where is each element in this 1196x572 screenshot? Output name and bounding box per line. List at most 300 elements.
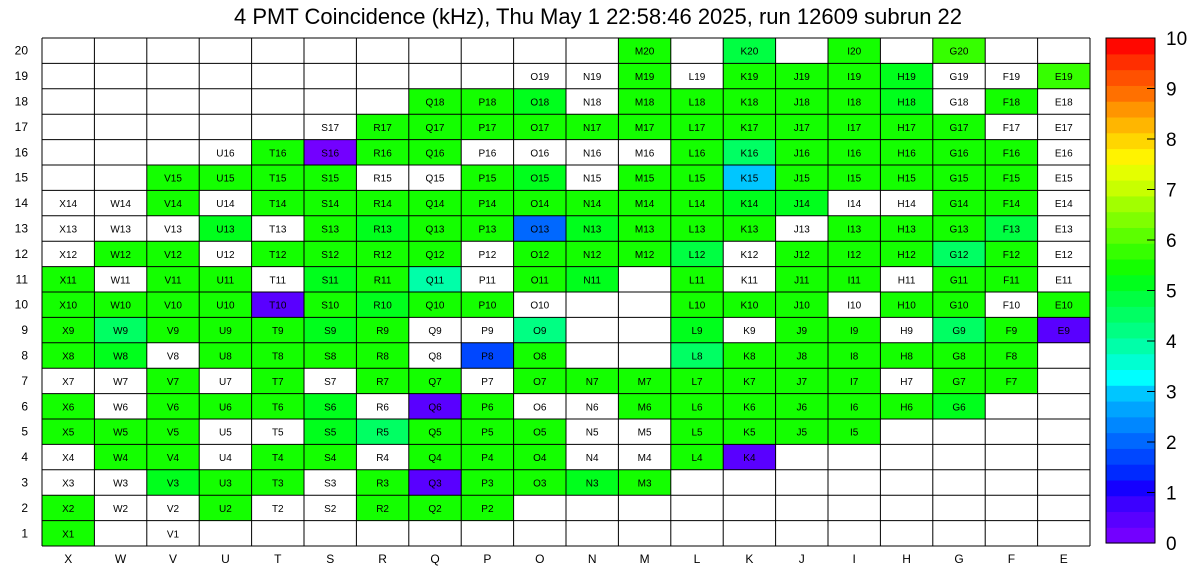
cell-label-X10: X10 — [59, 300, 78, 312]
cell-label-W12: W12 — [110, 249, 131, 261]
y-tick-label: 18 — [14, 94, 28, 109]
x-tick-label: F — [1007, 552, 1016, 566]
cell-label-L12: L12 — [688, 249, 706, 261]
cell-label-Q2: Q2 — [428, 503, 442, 515]
cell-label-J17: J17 — [793, 122, 810, 134]
cell-label-T10: T10 — [269, 300, 287, 312]
cell-label-Q5: Q5 — [428, 427, 442, 439]
cell-label-K14: K14 — [740, 199, 759, 211]
cell-label-P8: P8 — [481, 351, 494, 363]
cell-label-O13: O13 — [530, 224, 550, 236]
cell-label-T8: T8 — [271, 351, 284, 363]
cell-label-F19: F19 — [1002, 72, 1021, 84]
cell-label-P15: P15 — [478, 173, 497, 185]
cell-label-L9: L9 — [691, 326, 703, 338]
cell-label-K13: K13 — [740, 224, 759, 236]
cell-label-U10: U10 — [216, 300, 235, 312]
x-tick-label: J — [798, 552, 805, 566]
cell-label-I17: I17 — [847, 122, 862, 134]
color-scale-band — [1106, 369, 1155, 385]
cell-label-U4: U4 — [219, 453, 232, 465]
color-scale-band — [1106, 527, 1155, 543]
cell-label-L5: L5 — [691, 427, 703, 439]
y-tick-label: 16 — [14, 145, 28, 160]
cell-label-H12: H12 — [897, 249, 916, 261]
cell-label-R15: R15 — [373, 173, 392, 185]
cell-label-K19: K19 — [740, 72, 759, 84]
color-scale-band — [1106, 385, 1155, 401]
cell-label-Q18: Q18 — [425, 97, 445, 109]
cell-label-N4: N4 — [585, 453, 599, 465]
cell-label-K6: K6 — [743, 402, 756, 414]
cell-label-M6: M6 — [637, 402, 652, 414]
cell-label-N12: N12 — [583, 249, 602, 261]
cell-label-O14: O14 — [530, 199, 550, 211]
cell-label-I6: I6 — [850, 402, 859, 414]
cell-label-H11: H11 — [897, 275, 916, 287]
cell-label-P7: P7 — [481, 376, 494, 388]
cell-label-P17: P17 — [478, 122, 497, 134]
cell-label-V2: V2 — [166, 503, 180, 515]
x-tick-label: Q — [430, 552, 440, 566]
color-scale-label: 8 — [1166, 130, 1177, 151]
cell-label-I16: I16 — [847, 148, 862, 160]
color-scale-label: 6 — [1166, 231, 1177, 252]
cell-label-R16: R16 — [373, 148, 392, 160]
y-tick-label: 1 — [21, 526, 28, 541]
cell-label-I10: I10 — [847, 300, 862, 312]
y-tick-label: 13 — [14, 221, 28, 236]
cell-label-Q11: Q11 — [425, 275, 445, 287]
cell-label-I15: I15 — [847, 173, 862, 185]
cell-label-L13: L13 — [688, 224, 706, 236]
cell-label-I9: I9 — [850, 326, 859, 338]
color-scale-band — [1106, 354, 1155, 370]
cell-label-R11: R11 — [373, 275, 392, 287]
cell-label-E14: E14 — [1054, 199, 1073, 211]
cell-label-S10: S10 — [321, 300, 340, 312]
cell-label-R17: R17 — [373, 122, 392, 134]
cell-label-S11: S11 — [321, 275, 339, 287]
cell-label-U12: U12 — [216, 249, 235, 261]
cell-label-U14: U14 — [216, 199, 235, 211]
cell-label-I5: I5 — [850, 427, 859, 439]
cell-label-N7: N7 — [585, 376, 599, 388]
color-scale-band — [1106, 243, 1155, 259]
cell-label-X11: X11 — [59, 275, 77, 287]
cell-label-F13: F13 — [1002, 224, 1021, 236]
y-tick-label: 19 — [14, 69, 28, 84]
cell-label-G17: G17 — [949, 122, 969, 134]
color-scale-band — [1106, 227, 1155, 243]
cell-label-Q9: Q9 — [428, 326, 442, 338]
color-scale-label: 10 — [1166, 29, 1188, 50]
x-tick-label: R — [378, 552, 387, 566]
cell-label-S6: S6 — [324, 402, 337, 414]
cell-label-O19: O19 — [530, 72, 550, 84]
cell-label-T9: T9 — [271, 326, 284, 338]
cell-label-S12: S12 — [321, 249, 340, 261]
cell-label-F14: F14 — [1002, 199, 1021, 211]
cell-label-G7: G7 — [952, 376, 966, 388]
cell-label-G20: G20 — [949, 46, 969, 58]
color-scale-band — [1106, 275, 1155, 291]
cell-label-J13: J13 — [793, 224, 810, 236]
cell-label-F15: F15 — [1002, 173, 1021, 185]
cell-label-U11: U11 — [216, 275, 235, 287]
cell-label-P3: P3 — [481, 478, 494, 490]
cell-label-R13: R13 — [373, 224, 392, 236]
cell-label-F7: F7 — [1005, 376, 1018, 388]
cell-label-L4: L4 — [691, 453, 703, 465]
color-scale-label: 1 — [1166, 483, 1177, 505]
color-scale-label: 5 — [1166, 281, 1177, 303]
cell-label-K20: K20 — [740, 46, 759, 58]
cell-label-M18: M18 — [634, 97, 655, 109]
cell-label-E16: E16 — [1054, 148, 1073, 160]
cell-label-N11: N11 — [583, 275, 602, 287]
cell-label-O15: O15 — [530, 173, 550, 185]
cell-label-L16: L16 — [688, 148, 706, 160]
x-tick-label: M — [639, 552, 650, 566]
cell-label-P6: P6 — [481, 402, 494, 414]
color-scale-label: 2 — [1166, 433, 1177, 454]
cell-label-T7: T7 — [271, 376, 284, 388]
cell-label-L19: L19 — [688, 72, 706, 84]
color-scale-band — [1106, 464, 1155, 480]
cell-label-W5: W5 — [113, 427, 129, 439]
cell-label-V8: V8 — [166, 351, 180, 363]
x-tick-label: N — [587, 552, 597, 566]
color-scale-band — [1106, 85, 1155, 101]
cell-label-H18: H18 — [897, 97, 916, 109]
cell-label-J14: J14 — [793, 199, 810, 211]
cell-label-V3: V3 — [166, 478, 180, 490]
cell-label-W6: W6 — [113, 402, 129, 414]
cell-label-F12: F12 — [1002, 249, 1021, 261]
cell-label-I14: I14 — [847, 199, 862, 211]
cell-label-R10: R10 — [373, 300, 392, 312]
cell-label-L11: L11 — [689, 275, 705, 287]
cell-label-G18: G18 — [949, 97, 969, 109]
cell-label-O3: O3 — [533, 478, 547, 490]
cell-label-H17: H17 — [897, 122, 916, 134]
cell-label-W4: W4 — [113, 453, 129, 465]
cell-label-O7: O7 — [533, 376, 547, 388]
cell-label-J19: J19 — [793, 72, 810, 84]
x-tick-label: T — [274, 552, 282, 566]
cell-label-K8: K8 — [743, 351, 756, 363]
cell-label-Q16: Q16 — [425, 148, 445, 160]
cell-label-E13: E13 — [1054, 224, 1073, 236]
cell-label-P16: P16 — [478, 148, 497, 160]
cell-label-S13: S13 — [321, 224, 340, 236]
cell-label-X14: X14 — [59, 199, 78, 211]
cell-label-T16: T16 — [269, 148, 287, 160]
y-tick-label: 20 — [14, 43, 28, 58]
x-tick-label: W — [114, 552, 127, 566]
color-scale-band — [1106, 212, 1155, 228]
cell-label-L18: L18 — [688, 97, 706, 109]
cell-label-O5: O5 — [533, 427, 547, 439]
cell-label-S2: S2 — [324, 503, 337, 515]
cell-label-M13: M13 — [634, 224, 655, 236]
color-scale-band — [1106, 322, 1155, 338]
cell-label-S16: S16 — [321, 148, 340, 160]
cell-label-R12: R12 — [373, 249, 392, 261]
cell-label-I11: I11 — [847, 275, 861, 287]
cell-label-S9: S9 — [324, 326, 337, 338]
y-tick-label: 2 — [21, 500, 28, 515]
cell-label-I20: I20 — [847, 46, 862, 58]
color-scale-label: 3 — [1166, 382, 1177, 404]
color-scale-label: 0 — [1166, 534, 1177, 555]
cell-label-P9: P9 — [481, 326, 494, 338]
cell-label-G13: G13 — [949, 224, 969, 236]
cell-label-L10: L10 — [688, 300, 706, 312]
cell-label-T13: T13 — [269, 224, 287, 236]
cell-label-T15: T15 — [269, 173, 287, 185]
cell-label-J5: J5 — [796, 427, 808, 439]
cell-label-S17: S17 — [321, 122, 340, 134]
x-tick-label: X — [64, 552, 73, 566]
cell-label-Q13: Q13 — [425, 224, 445, 236]
cell-label-O8: O8 — [533, 351, 547, 363]
cell-label-P5: P5 — [481, 427, 494, 439]
cell-label-Q14: Q14 — [425, 199, 445, 211]
cell-label-T14: T14 — [269, 199, 287, 211]
cell-label-N5: N5 — [585, 427, 599, 439]
y-tick-label: 5 — [21, 424, 28, 439]
cell-label-X7: X7 — [62, 376, 75, 388]
cell-label-V13: V13 — [164, 224, 182, 236]
cell-label-U16: U16 — [216, 148, 235, 160]
cell-label-R9: R9 — [376, 326, 389, 338]
cell-label-K7: K7 — [743, 376, 756, 388]
cell-label-W9: W9 — [113, 326, 129, 338]
cell-label-S3: S3 — [324, 478, 337, 490]
cell-label-G12: G12 — [949, 249, 969, 261]
cell-label-I12: I12 — [847, 249, 862, 261]
cell-label-G14: G14 — [949, 199, 969, 211]
cell-label-Q17: Q17 — [425, 122, 445, 134]
x-tick-label: O — [535, 552, 545, 566]
cell-label-J15: J15 — [793, 173, 810, 185]
color-scale-label: 9 — [1166, 79, 1177, 101]
cell-label-R4: R4 — [376, 453, 389, 465]
cell-label-N18: N18 — [583, 97, 602, 109]
cell-label-J6: J6 — [796, 402, 808, 414]
cell-label-K10: K10 — [740, 300, 759, 312]
x-tick-label: E — [1059, 552, 1068, 566]
color-scale-band — [1106, 448, 1155, 464]
cell-label-S7: S7 — [324, 376, 337, 388]
cell-label-K17: K17 — [740, 122, 759, 134]
cell-label-U8: U8 — [219, 351, 232, 363]
cell-label-X2: X2 — [62, 503, 75, 515]
cell-label-O18: O18 — [530, 97, 550, 109]
cell-label-X4: X4 — [62, 453, 75, 465]
cell-label-H16: H16 — [897, 148, 916, 160]
y-tick-label: 11 — [15, 272, 28, 287]
x-tick-label: P — [483, 552, 492, 566]
cell-label-Q15: Q15 — [425, 173, 445, 185]
cell-label-T3: T3 — [271, 478, 284, 490]
cell-label-V1: V1 — [166, 529, 180, 541]
cell-label-U6: U6 — [219, 402, 232, 414]
cell-label-G10: G10 — [949, 300, 969, 312]
y-tick-label: 10 — [14, 297, 28, 312]
cell-label-Q6: Q6 — [428, 402, 442, 414]
cell-label-U7: U7 — [219, 376, 232, 388]
cell-label-W2: W2 — [113, 503, 129, 515]
cell-label-L17: L17 — [688, 122, 706, 134]
cell-label-T2: T2 — [271, 503, 284, 515]
cell-label-I7: I7 — [850, 376, 859, 388]
y-tick-label: 15 — [14, 170, 28, 185]
cell-label-R5: R5 — [376, 427, 389, 439]
y-tick-label: 12 — [14, 246, 28, 261]
y-tick-label: 6 — [21, 399, 28, 414]
y-tick-label: 8 — [21, 348, 28, 363]
cell-label-G19: G19 — [949, 72, 969, 84]
cell-label-J18: J18 — [793, 97, 810, 109]
cell-label-I8: I8 — [850, 351, 859, 363]
color-scale-band — [1106, 338, 1155, 354]
color-scale-band — [1106, 54, 1155, 70]
cell-label-N6: N6 — [585, 402, 599, 414]
cell-label-J12: J12 — [793, 249, 810, 261]
cell-label-X13: X13 — [59, 224, 78, 236]
cell-label-R14: R14 — [373, 199, 392, 211]
cell-label-M4: M4 — [637, 453, 652, 465]
color-scale-band — [1106, 133, 1155, 149]
color-scale-band — [1106, 180, 1155, 196]
cell-label-V4: V4 — [166, 453, 180, 465]
cell-label-H6: H6 — [900, 402, 913, 414]
cell-label-U5: U5 — [219, 427, 232, 439]
y-tick-label: 9 — [21, 323, 28, 338]
x-tick-label: V — [168, 552, 178, 566]
cell-label-W13: W13 — [110, 224, 131, 236]
cell-label-Q3: Q3 — [428, 478, 442, 490]
cell-label-P12: P12 — [478, 249, 497, 261]
cell-label-T6: T6 — [271, 402, 284, 414]
cell-label-W10: W10 — [110, 300, 131, 312]
cell-label-X3: X3 — [62, 478, 75, 490]
cell-label-X12: X12 — [59, 249, 78, 261]
cell-label-V5: V5 — [166, 427, 180, 439]
cell-label-F17: F17 — [1002, 122, 1021, 134]
cell-label-E15: E15 — [1054, 173, 1073, 185]
cell-label-Q8: Q8 — [428, 351, 442, 363]
cell-label-N17: N17 — [583, 122, 602, 134]
cell-label-M16: M16 — [634, 148, 655, 160]
cell-label-S5: S5 — [324, 427, 337, 439]
cell-label-V15: V15 — [164, 173, 182, 185]
cell-label-E18: E18 — [1054, 97, 1073, 109]
cell-label-K5: K5 — [743, 427, 756, 439]
cell-label-L6: L6 — [691, 402, 703, 414]
cell-label-S14: S14 — [321, 199, 340, 211]
cell-label-R7: R7 — [376, 376, 389, 388]
cell-label-V12: V12 — [164, 249, 182, 261]
cell-label-T4: T4 — [271, 453, 284, 465]
cell-label-W7: W7 — [113, 376, 129, 388]
cell-label-T5: T5 — [271, 427, 284, 439]
cell-label-O12: O12 — [530, 249, 550, 261]
cell-label-M3: M3 — [637, 478, 652, 490]
cell-label-J8: J8 — [796, 351, 808, 363]
cell-label-S15: S15 — [321, 173, 340, 185]
cell-label-F8: F8 — [1005, 351, 1018, 363]
cell-label-P2: P2 — [481, 503, 494, 515]
cell-label-G16: G16 — [949, 148, 969, 160]
cell-label-O6: O6 — [533, 402, 547, 414]
cell-label-V11: V11 — [164, 275, 182, 287]
cell-label-O10: O10 — [530, 300, 550, 312]
y-tick-label: 17 — [14, 119, 28, 134]
y-tick-label: 14 — [14, 196, 28, 211]
cell-label-K16: K16 — [740, 148, 759, 160]
x-tick-label: U — [221, 552, 230, 566]
cell-label-P10: P10 — [478, 300, 497, 312]
cell-label-M17: M17 — [634, 122, 655, 134]
cell-label-N13: N13 — [583, 224, 602, 236]
cell-label-V7: V7 — [166, 376, 180, 388]
cell-label-N16: N16 — [583, 148, 602, 160]
y-tick-label: 7 — [21, 373, 28, 388]
cell-label-E9: E9 — [1057, 326, 1070, 338]
x-tick-label: I — [852, 552, 856, 566]
x-tick-label: K — [745, 552, 754, 566]
cell-label-K9: K9 — [743, 326, 756, 338]
cell-label-J16: J16 — [793, 148, 810, 160]
cell-label-W11: W11 — [110, 275, 131, 287]
cell-label-X9: X9 — [62, 326, 75, 338]
cell-label-E17: E17 — [1054, 122, 1073, 134]
cell-label-M19: M19 — [634, 72, 655, 84]
cell-label-L7: L7 — [691, 376, 703, 388]
cell-label-E12: E12 — [1054, 249, 1073, 261]
cell-label-F18: F18 — [1002, 97, 1021, 109]
color-scale-band — [1106, 38, 1155, 54]
cell-label-F10: F10 — [1002, 300, 1021, 312]
cell-label-I19: I19 — [847, 72, 862, 84]
cell-label-T12: T12 — [269, 249, 287, 261]
cell-label-H15: H15 — [897, 173, 916, 185]
cell-label-J7: J7 — [796, 376, 808, 388]
cell-label-E11: E11 — [1055, 275, 1073, 287]
cell-label-P13: P13 — [478, 224, 497, 236]
cell-label-V9: V9 — [166, 326, 180, 338]
cell-label-N14: N14 — [583, 199, 602, 211]
cell-label-H7: H7 — [900, 376, 913, 388]
color-scale-band — [1106, 101, 1155, 117]
cell-label-Q10: Q10 — [425, 300, 445, 312]
cell-label-M7: M7 — [637, 376, 652, 388]
cell-label-T11: T11 — [269, 275, 287, 287]
cell-label-V14: V14 — [164, 199, 182, 211]
cell-label-K12: K12 — [740, 249, 759, 261]
cell-label-N3: N3 — [585, 478, 599, 490]
color-scale-band — [1106, 401, 1155, 417]
cell-label-O16: O16 — [530, 148, 550, 160]
cell-label-H14: H14 — [897, 199, 916, 211]
cell-label-Q7: Q7 — [428, 376, 442, 388]
cell-label-I18: I18 — [847, 97, 862, 109]
cell-label-W14: W14 — [110, 199, 131, 211]
